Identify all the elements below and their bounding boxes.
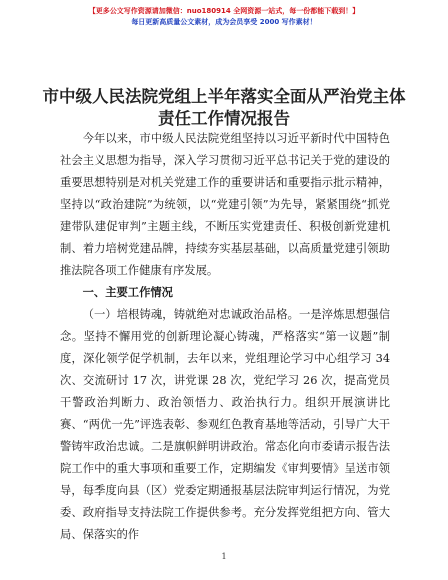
promo-banner-line-2: 每日更新高质量公文素材，成为会员享受 2000 写作素材！ — [131, 18, 317, 26]
promo-banner — [0, 6, 448, 28]
document-title: 市中级人民法院党组上半年落实全面从严治党主体责任工作情况报告 — [42, 87, 406, 128]
body-paragraph: （一）培根铸魂，铸就绝对忠诚政治品格。一是淬炼思想强信念。坚持不懈用党的创新理论凝心铸魂，严格落实“第一议题”制度，深化领学促学机制，去年以来，党组理论学习中心组学习 34 次、交流研讨 17 次，讲党课 28 次，党纪学习 26 次，提高党员干警政治判断力、政治领悟力、政治执行力。组织开展演讲比赛、“两优一先”评选表彰、参观红色教育基地等活动，引导广大干警铸牢政治忠诚。二是旗帜鲜明讲政治。常态化向市委请示报告法院工作中的重大事项和重要工作，定期编发《审判要情》呈送市领导，每季度向县（区）党委定期通报基层法院审判运行情况，为党委、政府指导支持法院工作提供参考。充分发挥党组把方向、管大局、保落实的作 — [60, 308, 390, 541]
intro-paragraph: 今年以来，市中级人民法院党组坚持以习近平新时代中国特色社会主义思想为指导，深入学习贯彻习近平总书记关于党的建设的重要思想特别是对机关党建工作的重要讲话和重要指示批示精神，坚持以“政治建院”为统领，以“党建引领”为先导，紧紧围绕“抓党建带队建促审判”主题主线，不断压实党建责任、积极创新党建机制、着力培树党建品牌，持续夯实基层基础，以高质量党建引领助推法院各项工作健康有序发展。 — [60, 132, 390, 277]
page-number: 1 — [221, 552, 227, 561]
promo-banner-line-1: 【更多公文写作资源请加微信：nuo180914 全网资源一站式，每一份都能下载到！】 — [88, 7, 360, 15]
document-body — [60, 128, 390, 546]
section-heading: 一、主要工作情况 — [82, 286, 173, 299]
